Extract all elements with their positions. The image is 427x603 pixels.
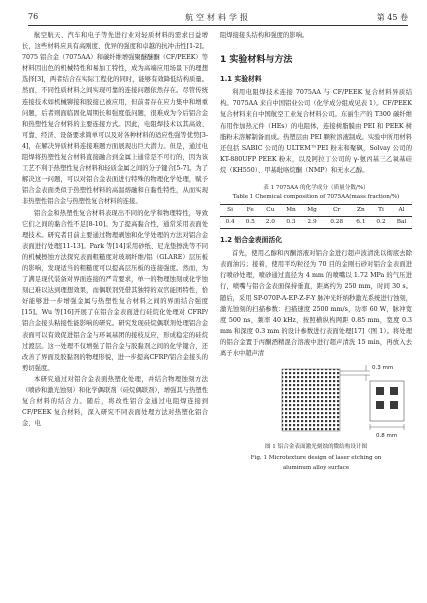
table-cell: 0.28 <box>330 219 344 226</box>
paragraph: 铝合金和热塑性复合材料表现出不同的化学和物理特性，导致它们之间的黏合性不足[8-10]。为了提高黏合性，通常采用表面处理技术。研究者目前主要通过物理剥蚀和化学处理的方法对铝合金表面进行处理[11-13]。Park 等[14]采用砂纸、尼龙垫擦洗等不同的机械擦蚀方法探究表面粗糙度对玻璃纤维/铝（GLARE）层压板的影响，发现适当的粗糙度可以提高层压板的连接强度。然而，为了满足现代装备对界面连接的严苛要求，单一的物理蚀刻或化学蚀刻已难以达到理想效果，而偶联剂凭借其独特的双官能团特性，恰好能够进一步增强金属与热塑性复合材料之间的界面结合强度[15]。Wu 等[16]开展了在铝合金表面进行硅烷化处理对 CFRP/铝合金接头粘接性能影响的研究。研究发现硅烷偶联剂处理铝合金表面可以有效促进铝合金与环氧基团的接枝反应，形成稳定的硅烷过渡层。这一处理不仅增强了铝合金与胶黏剂之间的化学键合，还改善了界面及胶黏剂的物理形貌，进一步提高CFRP/铝合金接头的剪切强度。 <box>22 209 208 372</box>
table-caption-cn: 表 1 7075AA 的化学成分（质量分数/%） <box>263 185 369 192</box>
table-cell: 0.3 <box>286 219 296 226</box>
figure-caption-en-1: Fig. 1 Microtexture design of laser etching on <box>250 454 382 461</box>
dimension-width-label: 0.3 mm <box>372 365 394 372</box>
table-header-cell: Cr <box>333 207 341 214</box>
journal-title: 航空材料学报 <box>185 13 251 22</box>
table-header-row <box>220 205 412 217</box>
header-rule <box>28 25 408 26</box>
table-cell: 0.4 <box>225 219 235 226</box>
page-number: 76 <box>28 12 39 21</box>
subsection-title: 1.2 铝合金表面活化 <box>220 236 282 245</box>
paragraph: 阻焊接接头结构和强度的影响。 <box>220 32 309 39</box>
table-cell: Bal <box>396 219 407 226</box>
table-header-cell: Cu <box>266 207 275 214</box>
table-cell: 2.9 <box>307 219 317 226</box>
running-header <box>28 12 408 24</box>
microtexture-diagram <box>220 363 412 441</box>
left-column <box>22 30 208 429</box>
volume-label: 第 45 卷 <box>376 13 408 22</box>
table-cell: 0.2 <box>376 219 386 226</box>
paragraph: 首先，使用乙醇和丙酮溶液对铝合金进行超声波清洗以彻底去除表面油污；接着，使用平均粒径为 70 目的金刚石砂对铝合金表面进行喷砂处理，喷砂通过直径为 4 mm 的喷嘴以 1.72 MPa 的气压进行，喷嘴与铝合金表面保持垂直，距离约为 250 mm，时间 30 s。随后，采用 SP-070P-A-EP-Z-F-Y 脉冲光纤纳秒激光系统进行蚀刻，激光蚀刻的扫描参数：扫描速度 2500 mm/s，功率 60 W，脉冲宽度 500 ns，频率 40 kHz，按照横纵构网距 0.85 mm，宽度 0.3 mm 和深度 0.3 mm 的设计参数进行表面处理[17]（图 1）。将处理的铝合金置于丙酮酒精混合溶液中进行超声清洗 15 min，再放入去离子水中超声清 <box>220 250 412 357</box>
figure-1 <box>220 363 412 441</box>
table-header-cell: Al <box>398 207 405 214</box>
table-header-cell: Zn <box>356 207 365 214</box>
table-row <box>220 217 412 229</box>
table-cell: 2.0 <box>265 219 275 226</box>
table-header-cell: Ti <box>378 207 384 214</box>
section-title: 1 实验材料与方法 <box>220 55 293 66</box>
table-header-cell: Si <box>227 207 233 214</box>
etched-grid <box>282 369 340 431</box>
table-caption-en: Table 1 Chemical composition of 7075AA(mass fraction/%) <box>232 194 400 201</box>
figure-caption-en-2: aluminum alloy surface <box>282 465 350 472</box>
paragraph: 利用电阻焊技术连接 7075AA 与 CF/PEEK 复合材料异质结构。7075AA 来自中国铝业公司（化学成分组成见表 1）。CF/PEEK 复合材料来自中国航空工业复合材料公司。东丽生产的 T300 碳纤维布用作加热元件（HEs）的电阻体，连接树脂膜由 PEI 和 PEEK 树脂粉末溶解制备而成。热塑层由 PEI 颗粒溶液制成。实验中所用材料还包括 SABIC 公司的 ULTEM™PEI 粉末和聚砜，Solvay 公司的 KT-880UFP PEEK 粉末，以及阿拉丁公司的 γ-氨丙基三乙氧基硅烷（KH550）、甲基吡咯烷酮（NMP）和无水乙醇。 <box>220 89 412 174</box>
table-header-cell: Mg <box>307 207 317 214</box>
table-header-cell: Mn <box>286 207 296 214</box>
table-header-cell: Fe <box>246 207 254 214</box>
paragraph: 航空航天、汽车和电子等先进行业对轻质材料的需求日益增长，这些材料应具有高刚度、优异的强度和卓越的抗冲击性[1-2]。7075 铝合金（7075AA）和碳纤维增强聚醚醚酮（CF/PEEK）等材料因出色的机械特性和易加工特性，成为高端应用场景下的理想选择[3]，两者结合在实际工程化的同时，能够有效降低结构质量。然而，不同性质材料之间实现可靠的连接问题依然存在。尽管传统连接技术如机械铆接和胶接已被应用，但前者存在应力集中和增重问题，后者则面临固化周期长和强度低问题，很难成为今后铝合金和热塑性复合材料的主要连接方式。因此，电阻焊技术以其高效、可靠、经济、设备要求简单可以及对各种材料的适应性强等优势[3-4]，在解决异质材料连接难题方面展现出巨大潜力。但是，通过电阻焊将热塑性复合材料直接融合到金属上通常是不可行的，因为该工艺不利于热塑性复合材料和轻质金属之间的分子键合[5-7]。为了解决这一问题，可以对铝合金表面进行特殊的物理化学处理，赋予铝合金表面类似于热塑性材料的高温熔融和自黏性特性，从而实现非热塑性铝合金与热塑性复合材料的连接。 <box>22 32 208 206</box>
table-cell: 6.1 <box>356 219 366 226</box>
composition-table <box>220 204 412 229</box>
table-cell: 0.5 <box>245 219 255 226</box>
paragraph: 本研究通过对铝合金表面热塑化处理，并结合物理蚀刻方法（喷砂和激光蚀刻）和化学偶联剂（硅烷偶联剂），增强其与热塑性复合材料的结合力。随后，将改性铝合金通过电阻焊连接到 CF/PEEK 复合材料，深入研究不同表面处理方法对热塑化铝合金、电 <box>22 375 208 428</box>
dimension-spacing-label: 0.8 mm <box>376 433 398 440</box>
subsection-title: 1.1 实验材料 <box>220 75 262 84</box>
right-column <box>220 30 412 473</box>
figure-caption-cn: 图 1 铝合金表面激光刻蚀的微结构设计图 <box>264 444 368 451</box>
zoom-detail <box>370 381 404 421</box>
